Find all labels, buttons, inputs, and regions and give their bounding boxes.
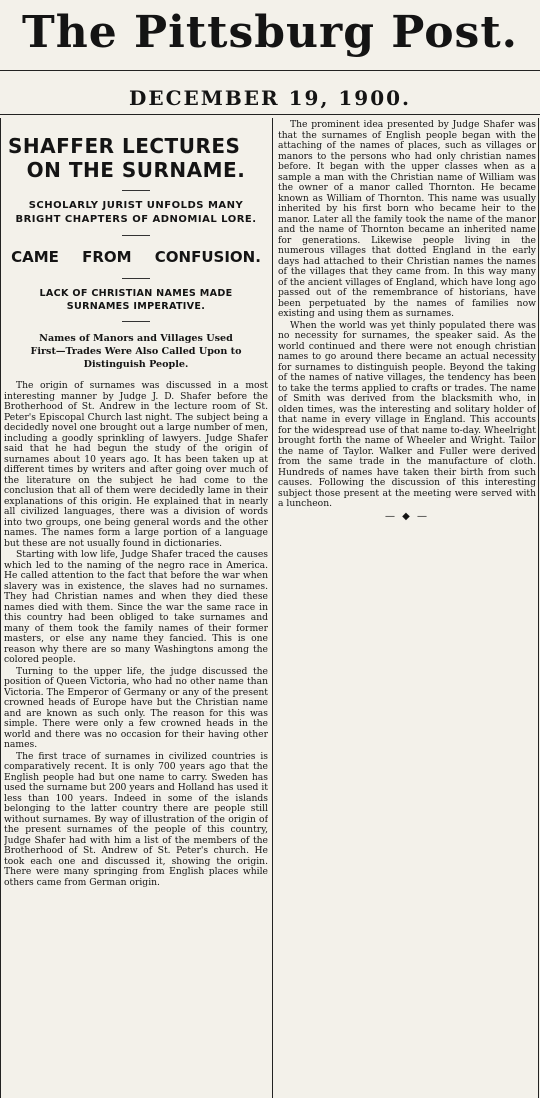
paragraph: The origin of surnames was discussed in a most interesting manner by Judge J. D. Shafer before the Brotherhood of St. Andrew in the lecture room of St. Peter's Episcopal Church last night. The subject being a decidedly novel one brought out a large number of men, including a goodly sprinkling of lawyers. Judge Shafer said that he had begun the study of the origin of surnames about 10 years ago. It has been taken up at different times by writers and after going over much of the literature on the subject he had come to the conclusion that all of them were decidedly lame in their explanations of this origin. He explained that in nearly all civilized languages, there was a division of words into two groups, one being general words and the other names. The names form a large portion of a language but these are not usually found in dictionaries. [4, 380, 268, 549]
subheadline-2: CAME FROM CONFUSION. [11, 248, 261, 266]
right-border [538, 118, 539, 1098]
article-headline [4, 134, 268, 182]
divider [122, 321, 150, 322]
paragraph: Turning to the upper life, the judge discussed the position of Queen Victoria, who had no other name than Victoria. The Emperor of Germany or any of the present crowned heads of Europe have but the Christian name and are known as such only. The reason for this was simple. There were only a few crowned heads in the world and there was no occasion for their having other names. [4, 665, 268, 750]
column-divider [272, 118, 273, 1098]
paragraph: Starting with low life, Judge Shafer traced the causes which led to the naming of the negro race in America. He called attention to the fact that before the war when slavery was in existence, the slaves had no surnames. They had Christian names and when they died these names died with them. Since the war the same race in this country had been obliged to take surnames and many of them took the family names of their former masters, or else any name they fancied. This is one reason why there are so many Washingtons among the colored people. [4, 549, 268, 665]
left-border [0, 118, 1, 1098]
subheadline-1: SCHOLARLY JURIST UNFOLDS MANY BRIGHT CHAPTERS OF ADNOMIAL LORE. [15, 200, 257, 225]
subheadline-4: Names of Manors and Villages Used First—Trades Were Also Called Upon to Distinguish People. [30, 333, 242, 370]
paragraph: When the world was yet thinly populated there was no necessity for surnames, the speaker said. As the world continued and there were not enough christian names to go around there became an actual necessity for surnames to distinguish people. Beyond the taking of the names of native villages, the tendency has been to take the terms applied to crafts or trades. The name of Smith was derived from the blacksmith who, in olden times, was the interesting and solitary holder of that name in every village in England. This accounts for the widespread use of that name to-day. Wheelright brought forth the name of Wheeler and Wright. Tailor the name of Taylor. Walker and Fuller were derived from the same trade in the manufacture of cloth. Hundreds of names have taken their birth from such causes. Following the discussion of this interesting subject those present at the meeting were served with a luncheon. [278, 319, 536, 509]
divider [122, 190, 150, 191]
paragraph: The prominent idea presented by Judge Shafer was that the surnames of English people began with the attaching of the names of places, such as villages or manors to the persons who had only christian names before. It began with the upper classes when as a sample a man with the Christian name of William was the owner of a manor called Thornton. He became known as William of Thornton. This name was usually inherited by his first born who became heir to the manor. Later all the family took the name of the manor and the name of Thornton became an inherited name for generations. Likewise people living in the numerous villages that dotted England in the early days had attached to their Christian names the names of the villages that they came from. In this way many of the ancient villages of England, which have long ago passed out of the remembrance of historians, have been perpetuated by the names of families now existing and using them as surnames. [278, 120, 536, 319]
end-of-article-ornament: — ◆ — [384, 510, 430, 522]
dateline: DECEMBER 19, 1900. [128, 86, 411, 110]
newspaper-masthead: The Pittsburg Post. [22, 7, 518, 58]
article-column-1 [4, 120, 268, 1096]
dateline-rule [0, 114, 540, 115]
headline-line-2: ON THE SURNAME. [26, 158, 246, 182]
paragraph: The first trace of surnames in civilized countries is comparatively recent. It is only 700 years ago that the English people had but one name to carry. Sweden has used the surname but 200 years and Holland has used it less than 100 years. Indeed in some of the islands belonging to the latter country there are people still without surnames. By way of illustration of the origin of the present surnames of the people of this country, Judge Shafer had with him a list of the members of the Brotherhood of St. Andrew of St. Peter's church. He took each one and discussed it, showing the origin. There were many springing from English places while others came from German origin. [4, 750, 268, 888]
divider [122, 235, 150, 236]
article-body-column-1 [4, 381, 268, 888]
headline-line-1: SHAFFER LECTURES [8, 134, 241, 158]
article-column-2 [278, 120, 536, 630]
subheadline-3: LACK OF CHRISTIAN NAMES MADE SURNAMES IMPERATIVE. [39, 288, 233, 312]
divider [122, 278, 150, 279]
masthead-rule [0, 70, 540, 71]
